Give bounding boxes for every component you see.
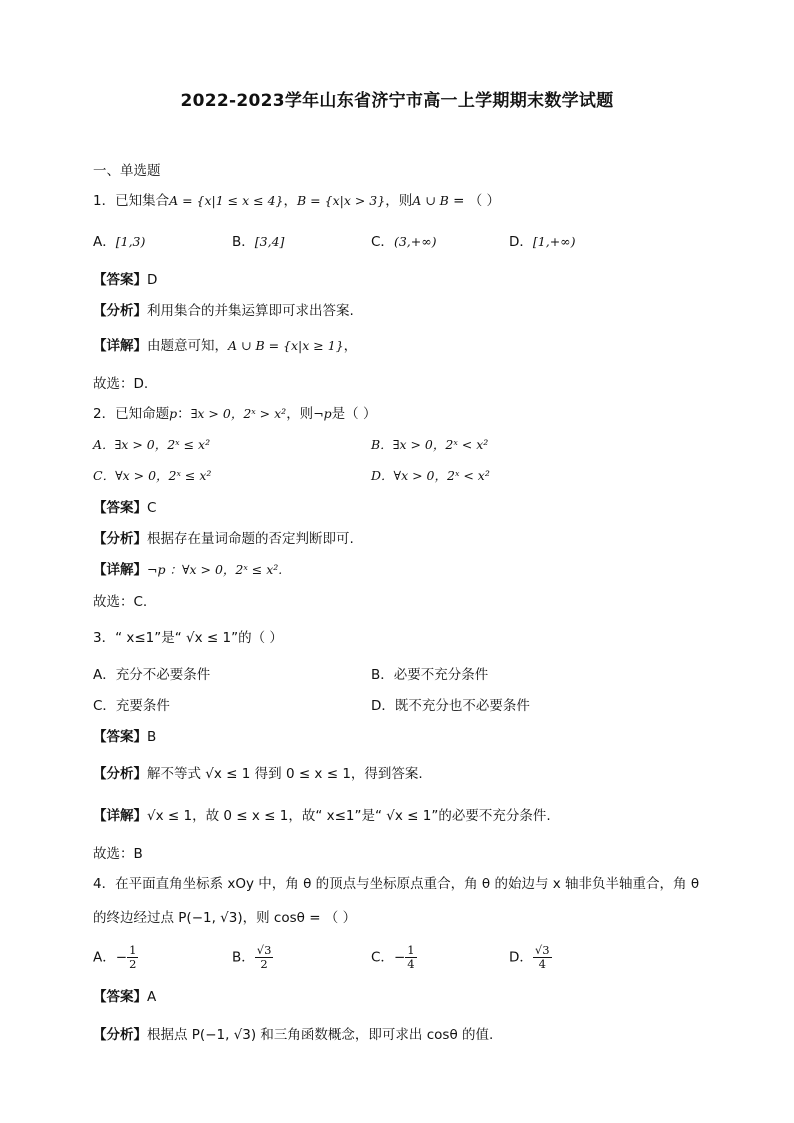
- q4-option-a: A．− $\frac{1}{2}$: [93, 943, 137, 971]
- q2-choose: 故选：C.: [93, 594, 148, 610]
- q3-detail: 【详解】√x ≤ 1，故 0 ≤ x ≤ 1，故“ x≤1”是“ √x ≤ 1”的必要不充分条件.: [93, 808, 551, 824]
- q3-analysis: 【分析】解不等式 √x ≤ 1 得到 0 ≤ x ≤ 1，得到答案.: [93, 766, 423, 782]
- question-4-stem-line2: 的终边经过点 P(−1, √3)，则 cosθ = （ ）: [93, 910, 357, 926]
- set-a: A = {x|1 ≤ x ≤ 4}: [169, 193, 284, 208]
- q1-option-a: A．[1,3): [93, 234, 146, 250]
- q3-choose: 故选：B: [93, 846, 143, 862]
- question-2-stem: 2．已知命题p：∃x > 0，2ˣ > x²，则¬p是（ ）: [93, 406, 377, 422]
- q3-option-b: B．必要不充分条件: [371, 667, 489, 683]
- set-b: B = {x|x > 3}: [297, 193, 386, 208]
- question-3-stem: 3．“ x≤1”是“ √x ≤ 1”的（ ）: [93, 630, 283, 646]
- q2-option-d: D．∀x > 0，2ˣ < x²: [371, 468, 490, 483]
- q1-detail: 【详解】由题意可知，A ∪ B = {x|x ≥ 1}，: [93, 338, 358, 354]
- q3-option-c: C．充要条件: [93, 698, 170, 714]
- q1-answer: 【答案】D: [93, 272, 158, 288]
- q4-analysis: 【分析】根据点 P(−1, √3) 和三角函数概念，即可求出 cosθ 的值.: [93, 1027, 494, 1043]
- page-title: 2022-2023学年山东省济宁市高一上学期期末数学试题: [180, 91, 614, 111]
- q3-answer: 【答案】B: [93, 729, 157, 745]
- q3-option-d: D．既不充分也不必要条件: [371, 698, 530, 714]
- section-heading: 一、单选题: [93, 163, 161, 179]
- question-1-stem: 1．已知集合A = {x|1 ≤ x ≤ 4}，B = {x|x > 3}，则A ∪ B = （ ）: [93, 193, 501, 209]
- q1-choose: 故选：D.: [93, 376, 149, 392]
- q2-option-c: C．∀x > 0，2ˣ ≤ x²: [93, 468, 212, 483]
- q4-answer: 【答案】A: [93, 989, 157, 1005]
- q1-option-c: C．(3,+∞): [371, 234, 437, 250]
- q1-option-d: D．[1,+∞): [509, 234, 576, 250]
- q2-detail: 【详解】¬p ：∀x > 0，2ˣ ≤ x².: [93, 562, 283, 578]
- q3-option-a: A．充分不必要条件: [93, 667, 211, 683]
- q2-option-a: A．∃x > 0，2ˣ ≤ x²: [93, 437, 211, 452]
- q4-option-b: B． $\frac{√3}{2}$: [232, 943, 272, 971]
- q2-option-b: B．∃x > 0，2ˣ < x²: [371, 437, 489, 452]
- q4-option-c: C．− $\frac{1}{4}$: [371, 943, 415, 971]
- q2-analysis: 【分析】根据存在量词命题的否定判断即可.: [93, 531, 354, 547]
- q1-analysis: 【分析】利用集合的并集运算即可求出答案.: [93, 303, 354, 319]
- q1-option-b: B．[3,4]: [232, 234, 285, 250]
- q4-option-d: D． $\frac{√3}{4}$: [509, 943, 550, 971]
- question-4-stem-line1: 4．在平面直角坐标系 xOy 中，角 θ 的顶点与坐标原点重合，角 θ 的始边与 x 轴非负半轴重合，角 θ: [93, 876, 700, 892]
- q2-answer: 【答案】C: [93, 500, 157, 516]
